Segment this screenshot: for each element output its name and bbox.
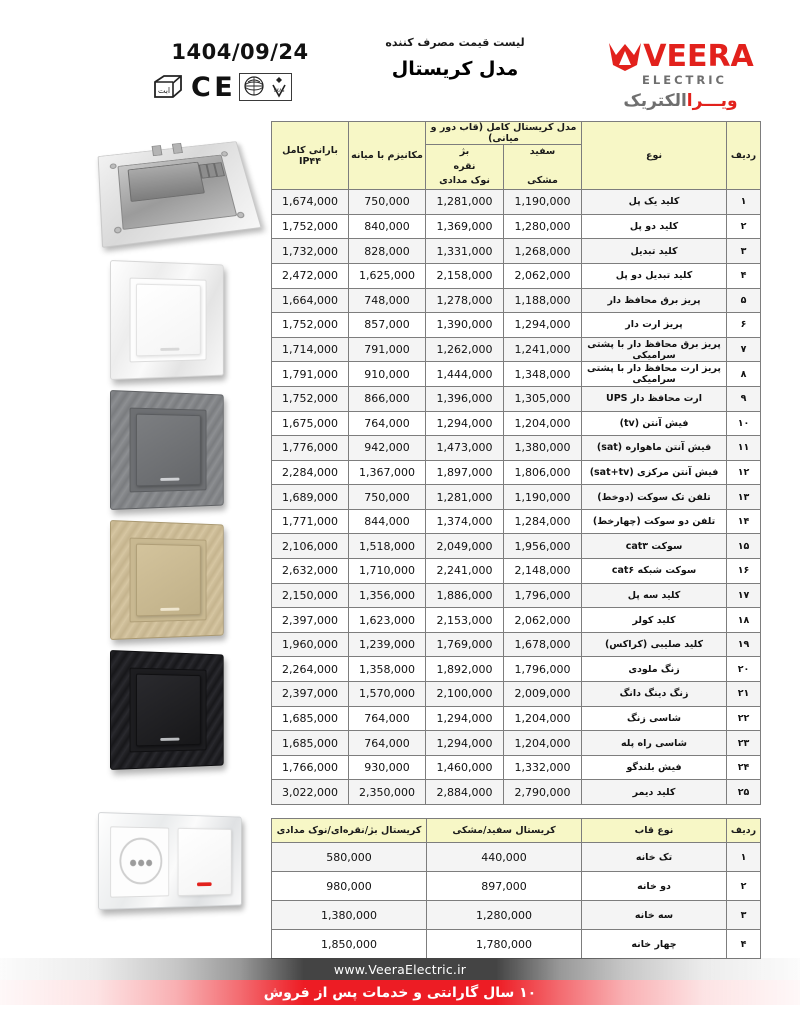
cell-price-beige-silver-graphite: 1,396,000 xyxy=(426,386,504,411)
col-header-rain-line1: بارانی کامل xyxy=(282,144,338,156)
cell-price-beige-silver-graphite: 1,294,000 xyxy=(426,731,504,756)
cell-price-white-black: 1,284,000 xyxy=(504,509,582,534)
cell-price-rain-ip44: 1,685,000 xyxy=(272,731,349,756)
cell-index: ۱۷ xyxy=(727,583,761,608)
cell-price-mechanism: 840,000 xyxy=(349,214,426,239)
cell-price-white-black: 2,148,000 xyxy=(504,559,582,584)
col-header-black: مشکی xyxy=(527,175,558,187)
table-header xyxy=(272,122,761,190)
cell-price-beige-silver-graphite: 2,158,000 xyxy=(426,263,504,288)
table-row xyxy=(272,436,761,461)
cell-price-white-black: 2,062,000 xyxy=(504,263,582,288)
frame-cell-index: ۲ xyxy=(727,872,761,901)
cell-price-mechanism: 910,000 xyxy=(349,362,426,387)
cell-price-mechanism: 764,000 xyxy=(349,411,426,436)
cell-price-mechanism: 1,518,000 xyxy=(349,534,426,559)
cell-price-white-black: 1,204,000 xyxy=(504,706,582,731)
frame-cell-price-white-black: 1,280,000 xyxy=(427,901,582,930)
cell-price-mechanism: 764,000 xyxy=(349,731,426,756)
table-row xyxy=(272,731,761,756)
cell-price-rain-ip44: 1,752,000 xyxy=(272,313,349,338)
cell-price-rain-ip44: 1,960,000 xyxy=(272,632,349,657)
cell-index: ۱۸ xyxy=(727,608,761,633)
cell-index: ۷ xyxy=(727,337,761,362)
svg-text:UKAS: UKAS xyxy=(273,88,285,93)
price-list-date: 1404/09/24 xyxy=(171,40,309,64)
cell-index: ۶ xyxy=(727,313,761,338)
cell-price-rain-ip44: 1,689,000 xyxy=(272,485,349,510)
crystal-frame-price-table xyxy=(271,818,761,959)
cell-price-white-black: 1,380,000 xyxy=(504,436,582,461)
cell-price-mechanism: 750,000 xyxy=(349,485,426,510)
cell-type: کلید صلیبی (کراکس) xyxy=(582,632,727,657)
cell-price-mechanism: 2,350,000 xyxy=(349,780,426,805)
product-image-mechanism-back-view xyxy=(100,136,250,244)
cell-price-white-black: 1,678,000 xyxy=(504,632,582,657)
table-row xyxy=(272,534,761,559)
cell-price-rain-ip44: 1,776,000 xyxy=(272,436,349,461)
cell-price-beige-silver-graphite: 1,278,000 xyxy=(426,288,504,313)
cell-index: ۲۰ xyxy=(727,657,761,682)
cell-price-beige-silver-graphite: 1,369,000 xyxy=(426,214,504,239)
cell-price-beige-silver-graphite: 1,460,000 xyxy=(426,755,504,780)
cell-index: ۱۲ xyxy=(727,460,761,485)
frame-col-header-beige-silver-graphite: کریستال بژ/نقره‌ای/نوک مدادی xyxy=(272,819,427,843)
isiri-standard-mark-icon xyxy=(152,73,184,101)
cell-price-rain-ip44: 1,674,000 xyxy=(272,190,349,215)
cell-type: زنگ ملودی xyxy=(582,657,727,682)
product-image-crystal-two-gang-socket-switch-white xyxy=(98,812,266,910)
table-row xyxy=(272,485,761,510)
col-header-silver: نقره xyxy=(453,160,476,172)
iso-ukas-certification-box xyxy=(239,73,292,101)
frame-cell-price-beige-silver-graphite: 1,380,000 xyxy=(272,901,427,930)
cell-index: ۲۳ xyxy=(727,731,761,756)
page-title: مدل کریستال xyxy=(391,58,519,80)
cell-price-white-black: 1,796,000 xyxy=(504,583,582,608)
col-header-graphite: نوک مدادی xyxy=(439,175,490,187)
table-row xyxy=(272,632,761,657)
cell-type: ارت محافظ دار UPS xyxy=(582,386,727,411)
table-row xyxy=(272,362,761,387)
cell-type: کلید تبدیل xyxy=(582,239,727,264)
document-title-block xyxy=(330,36,580,80)
frame-col-header-index: ردیف xyxy=(727,819,761,843)
table-row xyxy=(272,263,761,288)
iso-certification-seal-icon xyxy=(242,75,266,99)
cell-price-white-black: 2,009,000 xyxy=(504,682,582,707)
cell-price-rain-ip44: 2,397,000 xyxy=(272,608,349,633)
col-header-group-full-crystal: مدل کریستال کامل (قاب دور و میانی) xyxy=(426,122,582,145)
cell-price-beige-silver-graphite: 1,897,000 xyxy=(426,460,504,485)
cell-price-mechanism: 1,570,000 xyxy=(349,682,426,707)
website-url: www.VeeraElectric.ir xyxy=(333,961,467,977)
product-image-crystal-switch-black xyxy=(110,650,240,770)
cell-price-rain-ip44: 1,675,000 xyxy=(272,411,349,436)
cell-index: ۱۰ xyxy=(727,411,761,436)
cell-price-beige-silver-graphite: 1,374,000 xyxy=(426,509,504,534)
cell-price-white-black: 1,241,000 xyxy=(504,337,582,362)
cell-index: ۳ xyxy=(727,239,761,264)
frame-col-header-white-black: کریستال سفید/مشکی xyxy=(427,819,582,843)
cell-type: پریز برق محافظ دار xyxy=(582,288,727,313)
cell-price-white-black: 1,190,000 xyxy=(504,485,582,510)
col-header-rain-full xyxy=(272,122,349,190)
col-header-mechanism: مکانیزم با میانه xyxy=(349,122,426,190)
logo-fa-grey: الکتریک xyxy=(623,91,687,111)
cell-type: پریز برق محافظ دار با پشتی سرامیکی xyxy=(582,337,727,362)
ukas-accreditation-mark-icon xyxy=(269,75,289,99)
cell-type: کلید دیمر xyxy=(582,780,727,805)
product-image-crystal-switch-beige xyxy=(110,520,240,640)
cell-index: ۲ xyxy=(727,214,761,239)
cell-price-rain-ip44: 1,791,000 xyxy=(272,362,349,387)
cell-price-beige-silver-graphite: 1,892,000 xyxy=(426,657,504,682)
table-row xyxy=(272,559,761,584)
cell-price-mechanism: 930,000 xyxy=(349,755,426,780)
cell-price-mechanism: 1,367,000 xyxy=(349,460,426,485)
cell-price-beige-silver-graphite: 1,331,000 xyxy=(426,239,504,264)
veera-crown-icon xyxy=(607,39,643,72)
logo-wordmark: VEERA xyxy=(643,39,754,74)
table-row xyxy=(272,780,761,805)
cell-price-rain-ip44: 2,397,000 xyxy=(272,682,349,707)
cell-price-beige-silver-graphite: 2,100,000 xyxy=(426,682,504,707)
cell-price-beige-silver-graphite: 1,444,000 xyxy=(426,362,504,387)
cell-type: فیش آنتن ماهواره (sat) xyxy=(582,436,727,461)
cell-index: ۵ xyxy=(727,288,761,313)
cell-type: شاسی راه پله xyxy=(582,731,727,756)
table-row xyxy=(272,657,761,682)
cell-price-mechanism: 1,239,000 xyxy=(349,632,426,657)
cell-price-rain-ip44: 2,632,000 xyxy=(272,559,349,584)
cell-price-rain-ip44: 1,714,000 xyxy=(272,337,349,362)
cell-price-white-black: 1,188,000 xyxy=(504,288,582,313)
cell-price-rain-ip44: 1,771,000 xyxy=(272,509,349,534)
frame-cell-type: سه خانه xyxy=(582,901,727,930)
frame-cell-type: چهار خانه xyxy=(582,930,727,959)
cell-index: ۲۵ xyxy=(727,780,761,805)
cell-price-white-black: 1,204,000 xyxy=(504,411,582,436)
footer-warranty-bar xyxy=(0,980,800,1005)
frame-cell-price-white-black: 1,780,000 xyxy=(427,930,582,959)
table-row xyxy=(272,706,761,731)
col-header-beige: بژ xyxy=(459,146,470,157)
cell-type: فیش آنتن (tv) xyxy=(582,411,727,436)
cell-type: کلید تبدیل دو پل xyxy=(582,263,727,288)
frame-cell-price-beige-silver-graphite: 580,000 xyxy=(272,843,427,872)
frame-cell-price-beige-silver-graphite: 1,850,000 xyxy=(272,930,427,959)
cell-price-mechanism: 791,000 xyxy=(349,337,426,362)
cell-price-mechanism: 1,356,000 xyxy=(349,583,426,608)
cell-index: ۲۴ xyxy=(727,755,761,780)
cell-type: تلفن تک سوکت (دوخط) xyxy=(582,485,727,510)
cell-price-rain-ip44: 2,264,000 xyxy=(272,657,349,682)
table-row xyxy=(272,755,761,780)
cell-price-beige-silver-graphite: 2,049,000 xyxy=(426,534,504,559)
cell-price-mechanism: 1,623,000 xyxy=(349,608,426,633)
cell-index: ۱۹ xyxy=(727,632,761,657)
cell-price-mechanism: 1,358,000 xyxy=(349,657,426,682)
cell-type: فیش آنتن مرکزی (sat+tv) xyxy=(582,460,727,485)
cell-price-beige-silver-graphite: 2,153,000 xyxy=(426,608,504,633)
table-row xyxy=(272,239,761,264)
cell-price-beige-silver-graphite: 1,473,000 xyxy=(426,436,504,461)
cell-type: زنگ دینگ دانگ xyxy=(582,682,727,707)
frame-table-row xyxy=(272,872,761,901)
cell-type: کلید یک پل xyxy=(582,190,727,215)
col-header-white: سفید xyxy=(529,146,556,157)
cell-price-white-black: 2,062,000 xyxy=(504,608,582,633)
table-row xyxy=(272,460,761,485)
table-row xyxy=(272,682,761,707)
cell-price-beige-silver-graphite: 2,241,000 xyxy=(426,559,504,584)
cell-index: ۲۱ xyxy=(727,682,761,707)
col-header-type: نوع xyxy=(582,122,727,190)
cell-price-beige-silver-graphite: 1,294,000 xyxy=(426,706,504,731)
cell-price-mechanism: 828,000 xyxy=(349,239,426,264)
cell-type: فیش بلندگو xyxy=(582,755,727,780)
frame-cell-index: ۳ xyxy=(727,901,761,930)
cell-price-rain-ip44: 1,664,000 xyxy=(272,288,349,313)
logo-tagline: ELECTRIC xyxy=(642,73,727,87)
cell-price-beige-silver-graphite: 1,262,000 xyxy=(426,337,504,362)
ce-mark-icon: C E xyxy=(191,71,232,103)
frame-cell-price-white-black: 897,000 xyxy=(427,872,582,901)
cell-price-mechanism: 1,710,000 xyxy=(349,559,426,584)
cell-price-white-black: 1,305,000 xyxy=(504,386,582,411)
frame-table-row xyxy=(272,843,761,872)
logo-fa-red: ویـــرا xyxy=(686,91,738,111)
frame-cell-type: تک خانه xyxy=(582,843,727,872)
product-image-crystal-switch-white xyxy=(110,260,240,380)
cell-price-white-black: 1,204,000 xyxy=(504,731,582,756)
cell-price-mechanism: 748,000 xyxy=(349,288,426,313)
socket-face-icon xyxy=(113,827,168,894)
cell-index: ۱۳ xyxy=(727,485,761,510)
table-row xyxy=(272,337,761,362)
cell-price-white-black: 1,294,000 xyxy=(504,313,582,338)
product-image-crystal-switch-graphite xyxy=(110,390,240,510)
table-row xyxy=(272,288,761,313)
certification-marks xyxy=(152,70,332,104)
cell-price-white-black: 1,796,000 xyxy=(504,657,582,682)
cell-index: ۱۴ xyxy=(727,509,761,534)
svg-text:ابت: ابت xyxy=(157,86,171,95)
frame-table-row xyxy=(272,930,761,959)
table-row xyxy=(272,608,761,633)
cell-price-mechanism: 1,625,000 xyxy=(349,263,426,288)
cell-price-white-black: 1,332,000 xyxy=(504,755,582,780)
cell-type: کلید سه پل xyxy=(582,583,727,608)
cell-price-beige-silver-graphite: 2,884,000 xyxy=(426,780,504,805)
cell-type: تلفن دو سوکت (چهارخط) xyxy=(582,509,727,534)
table-row xyxy=(272,313,761,338)
cell-index: ۸ xyxy=(727,362,761,387)
frame-table-header xyxy=(272,819,761,843)
cell-price-white-black: 1,280,000 xyxy=(504,214,582,239)
frame-cell-type: دو خانه xyxy=(582,872,727,901)
frame-table-body xyxy=(272,843,761,959)
cell-price-rain-ip44: 1,766,000 xyxy=(272,755,349,780)
col-header-rain-line2: IP۴۴ xyxy=(298,155,322,167)
cell-type: کلید کولر xyxy=(582,608,727,633)
cell-index: ۱ xyxy=(727,190,761,215)
cell-index: ۱۵ xyxy=(727,534,761,559)
table-row xyxy=(272,214,761,239)
cell-type: پریز ارت دار xyxy=(582,313,727,338)
cell-type: پریز ارت محافظ دار با پشتی سرامیکی xyxy=(582,362,727,387)
cell-price-beige-silver-graphite: 1,281,000 xyxy=(426,190,504,215)
frame-cell-index: ۴ xyxy=(727,930,761,959)
cell-price-white-black: 1,806,000 xyxy=(504,460,582,485)
table-row xyxy=(272,386,761,411)
frame-table-row xyxy=(272,901,761,930)
cell-price-mechanism: 866,000 xyxy=(349,386,426,411)
cell-index: ۲۲ xyxy=(727,706,761,731)
frame-cell-price-white-black: 440,000 xyxy=(427,843,582,872)
frame-cell-price-beige-silver-graphite: 980,000 xyxy=(272,872,427,901)
frame-cell-index: ۱ xyxy=(727,843,761,872)
col-header-beige-silver-graphite xyxy=(426,145,504,190)
cell-price-beige-silver-graphite: 1,886,000 xyxy=(426,583,504,608)
cell-price-mechanism: 857,000 xyxy=(349,313,426,338)
table-row xyxy=(272,583,761,608)
cell-price-white-black: 1,348,000 xyxy=(504,362,582,387)
table-row xyxy=(272,190,761,215)
cell-price-rain-ip44: 3,022,000 xyxy=(272,780,349,805)
cell-price-mechanism: 764,000 xyxy=(349,706,426,731)
document-footer xyxy=(0,958,800,1008)
cell-price-beige-silver-graphite: 1,281,000 xyxy=(426,485,504,510)
table-row xyxy=(272,411,761,436)
cell-price-white-black: 2,790,000 xyxy=(504,780,582,805)
col-header-index: ردیف xyxy=(727,122,761,190)
cell-price-beige-silver-graphite: 1,294,000 xyxy=(426,411,504,436)
table-row xyxy=(272,509,761,534)
footer-website-bar xyxy=(0,958,800,980)
cell-price-mechanism: 750,000 xyxy=(349,190,426,215)
col-header-white-black xyxy=(504,145,582,190)
cell-price-white-black: 1,268,000 xyxy=(504,239,582,264)
cell-price-rain-ip44: 1,752,000 xyxy=(272,214,349,239)
product-image-strip xyxy=(92,122,267,912)
cell-index: ۱۶ xyxy=(727,559,761,584)
cell-type: سوکت شبکه cat۶ xyxy=(582,559,727,584)
cell-price-rain-ip44: 1,752,000 xyxy=(272,386,349,411)
cell-price-rain-ip44: 2,106,000 xyxy=(272,534,349,559)
cell-index: ۱۱ xyxy=(727,436,761,461)
frame-col-header-type: نوع قاب xyxy=(582,819,727,843)
document-header xyxy=(0,0,800,118)
table-body xyxy=(272,190,761,805)
cell-index: ۴ xyxy=(727,263,761,288)
cell-price-white-black: 1,190,000 xyxy=(504,190,582,215)
cell-price-white-black: 1,956,000 xyxy=(504,534,582,559)
cell-type: کلید دو پل xyxy=(582,214,727,239)
cell-price-mechanism: 844,000 xyxy=(349,509,426,534)
cell-type: سوکت cat۳ xyxy=(582,534,727,559)
cell-index: ۹ xyxy=(727,386,761,411)
cell-price-rain-ip44: 2,472,000 xyxy=(272,263,349,288)
cell-type: شاسی زنگ xyxy=(582,706,727,731)
cell-price-beige-silver-graphite: 1,769,000 xyxy=(426,632,504,657)
cell-price-beige-silver-graphite: 1,390,000 xyxy=(426,313,504,338)
warranty-text: ۱۰ سال گارانتی و خدمات پس از فروش xyxy=(263,984,537,1001)
cell-price-rain-ip44: 1,685,000 xyxy=(272,706,349,731)
cell-price-rain-ip44: 2,284,000 xyxy=(272,460,349,485)
cell-price-rain-ip44: 1,732,000 xyxy=(272,239,349,264)
logo-wordmark-fa xyxy=(598,91,763,111)
crystal-price-table xyxy=(271,121,761,805)
cell-price-rain-ip44: 2,150,000 xyxy=(272,583,349,608)
cell-price-mechanism: 942,000 xyxy=(349,436,426,461)
document-subtitle: لیست قیمت مصرف کننده xyxy=(385,36,525,49)
veera-electric-logo xyxy=(598,36,763,111)
